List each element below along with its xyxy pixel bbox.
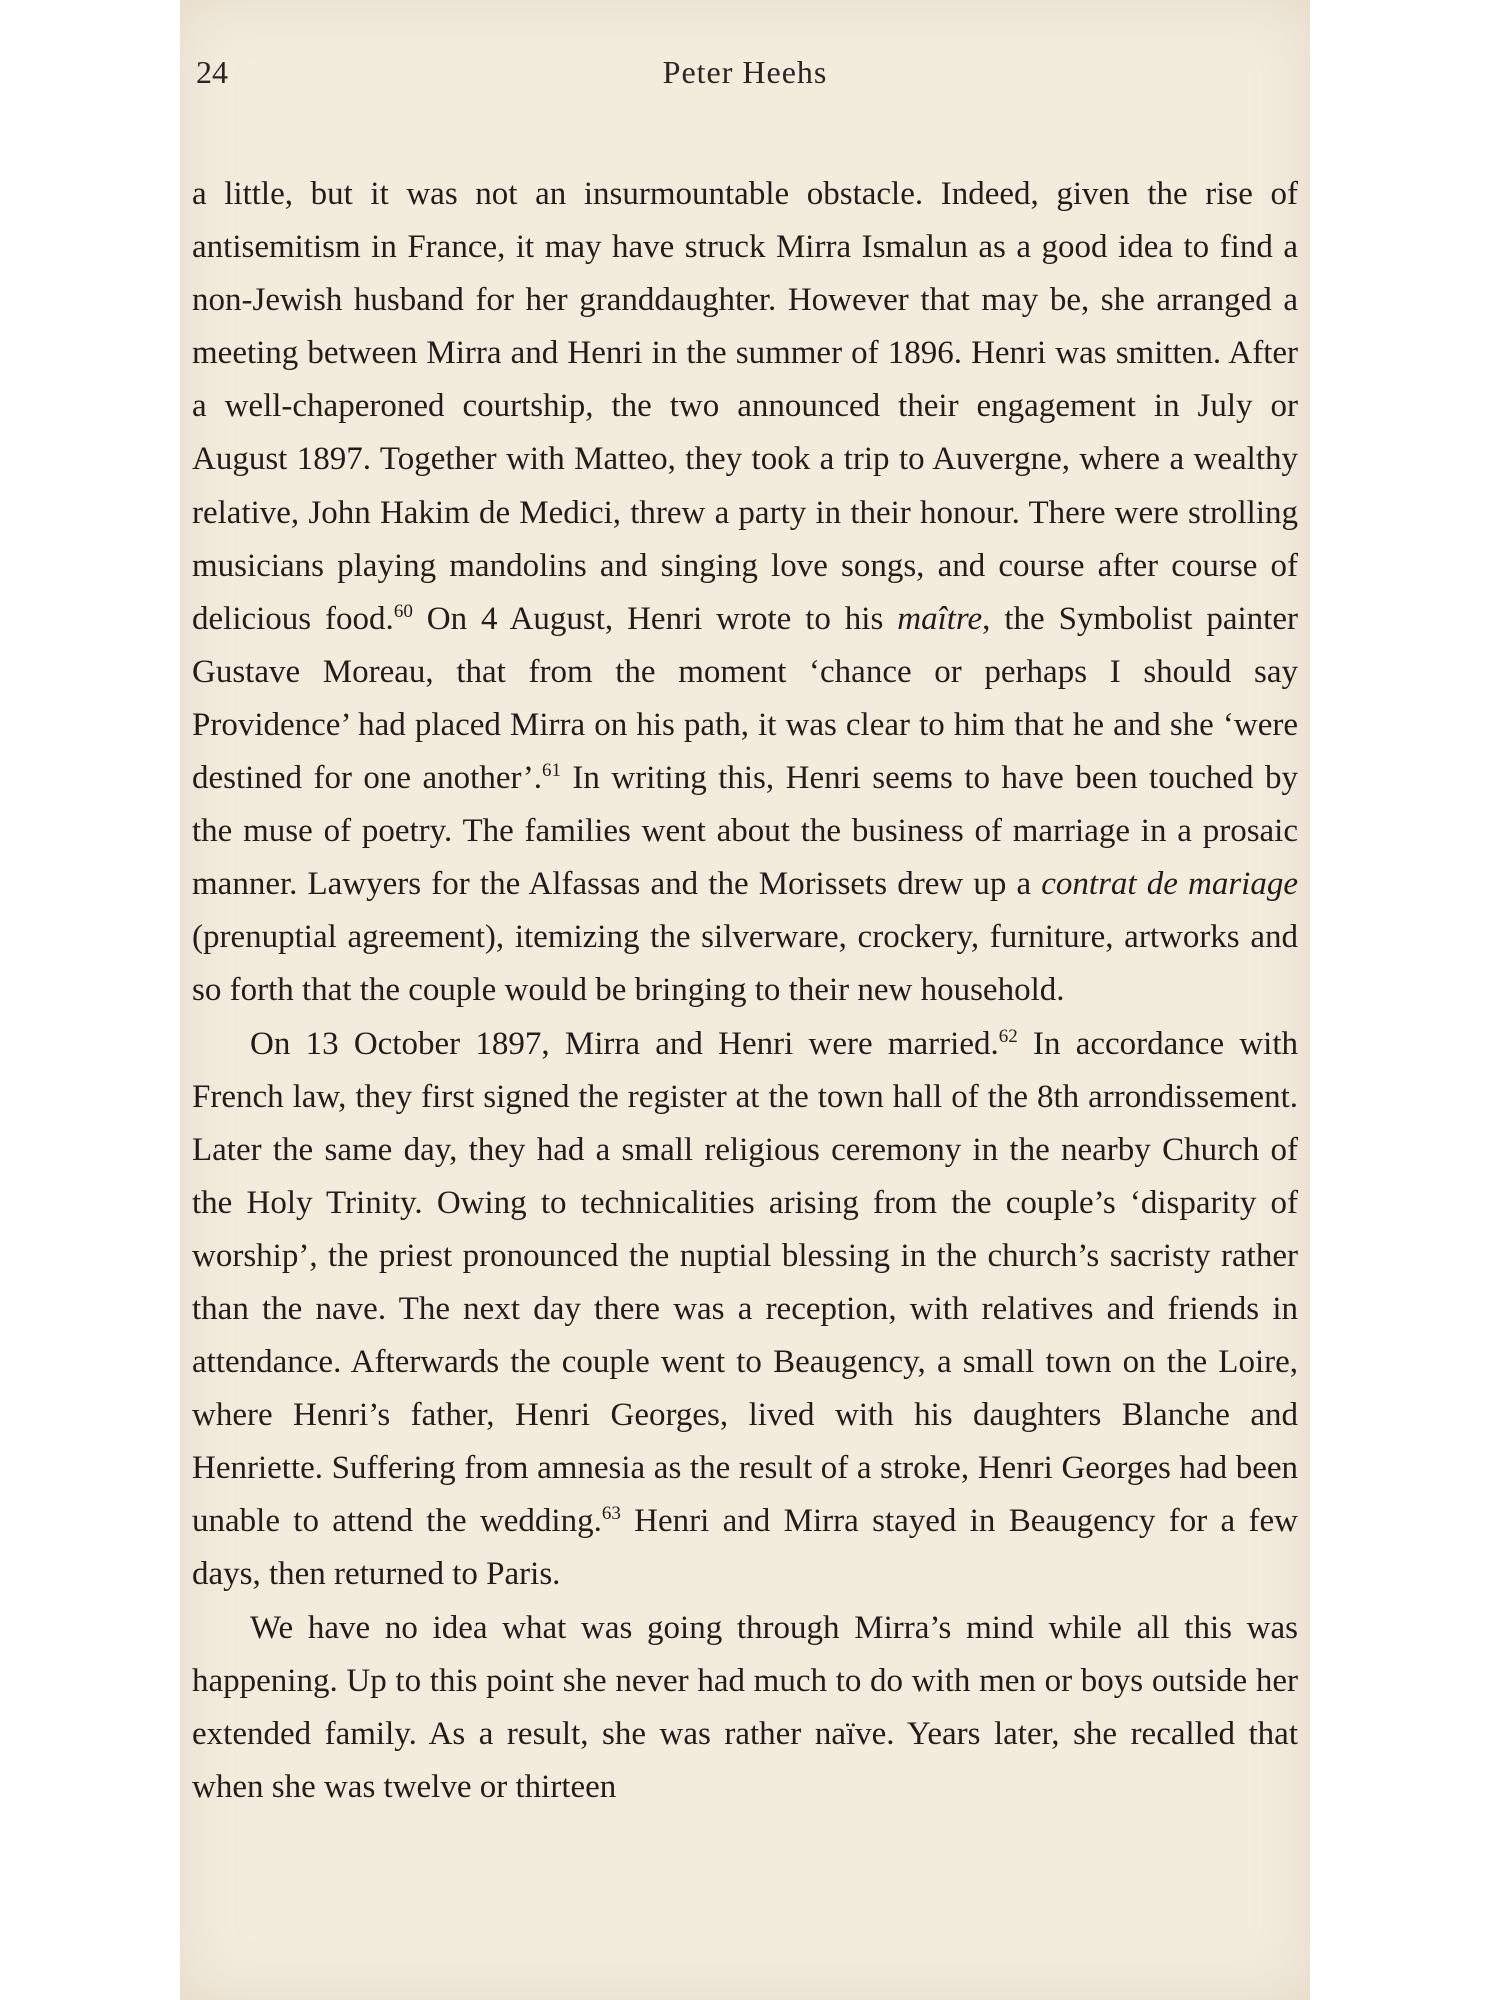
paragraph-2-text-3: Henri and Mirra stayed in Beaugency for a few days, then returned to Paris. — [192, 1503, 1298, 1593]
paragraph-1-text-3: , the Symbolist painter Gustave Moreau, that from the moment ‘chance or perhaps I should say Providence’ had placed Mirra on his path, it was clear to him that he and she ‘were destined for one another’. — [192, 600, 1298, 797]
italic-maitre: maître — [897, 600, 983, 637]
paragraph-2 — [192, 1018, 1298, 1602]
scanned-page — [180, 0, 1310, 2000]
paragraph-3-text-1: We have no idea what was going through Mirra’s mind while all this was happening. Up to this point she never had much to do with men or boys outside her extended family. As a result, she was rather naïve. Years later, she recalled that when she was twelve or thirteen — [192, 1609, 1298, 1805]
paragraph-2-text-2: In accordance with French law, they first signed the register at the town hall of the 8th arrondissement. Later the same day, they had a small religious ceremony in the nearby Church of the Holy Trinity. Owing to technicalities arising from the couple’s ‘disparity of worship’, the priest pronounced the nuptial blessing in the church’s sacristy rather than the nave. The next day there was a reception, with relatives and friends in attendance. Afterwards the couple went to Beaugency, a small town on the Loire, where Henri’s father, Henri Georges, lived with his daughters Blanche and Henriette. Suffering from amnesia as the result of a stroke, Henri Georges had been unable to attend the wedding. — [192, 1025, 1299, 1540]
paragraph-1-text-1: a little, but it was not an insurmountable obstacle. Indeed, given the rise of antisemitism in France, it may have struck Mirra Ismalun as a good idea to find a non-Jewish husband for her granddaughter. However that may be, she arranged a meeting between Mirra and Henri in the summer of 1896. Henri was smitten. After a well-chaperoned courtship, the two announced their engagement in July or August 1897. Together with Matteo, they took a trip to Auvergne, where a wealthy relative, John Hakim de Medici, threw a party in their honour. There were strolling musicians playing mandolins and singing love songs, and course after course of delicious food. — [192, 176, 1298, 637]
body-text — [192, 168, 1298, 1814]
paragraph-1-text-5: (prenuptial agreement), itemizing the silverware, crockery, furniture, artworks and so forth that the couple would be bringing to their new household. — [192, 919, 1298, 1009]
footnote-ref-62: 62 — [998, 1025, 1018, 1047]
paragraph-1-text-4: In writing this, Henri seems to have been touched by the muse of poetry. The families went about the business of marriage in a prosaic manner. Lawyers for the Alfassas and the Morissets drew up a — [192, 760, 1298, 903]
paragraph-3 — [192, 1602, 1298, 1814]
footnote-ref-60: 60 — [393, 600, 413, 622]
running-title: Peter Heehs — [662, 54, 828, 90]
running-head — [188, 54, 1302, 104]
footnote-ref-63: 63 — [601, 1503, 621, 1525]
paragraph-1-text-2: On 4 August, Henri wrote to his — [412, 600, 898, 637]
footnote-ref-61: 61 — [541, 760, 561, 782]
page-number: 24 — [196, 54, 228, 90]
italic-contrat-de-mariage: contrat de mariage — [1041, 866, 1298, 903]
paragraph-1 — [192, 168, 1298, 1018]
paragraph-2-text-1: On 13 October 1897, Mirra and Henri were married. — [250, 1025, 999, 1062]
